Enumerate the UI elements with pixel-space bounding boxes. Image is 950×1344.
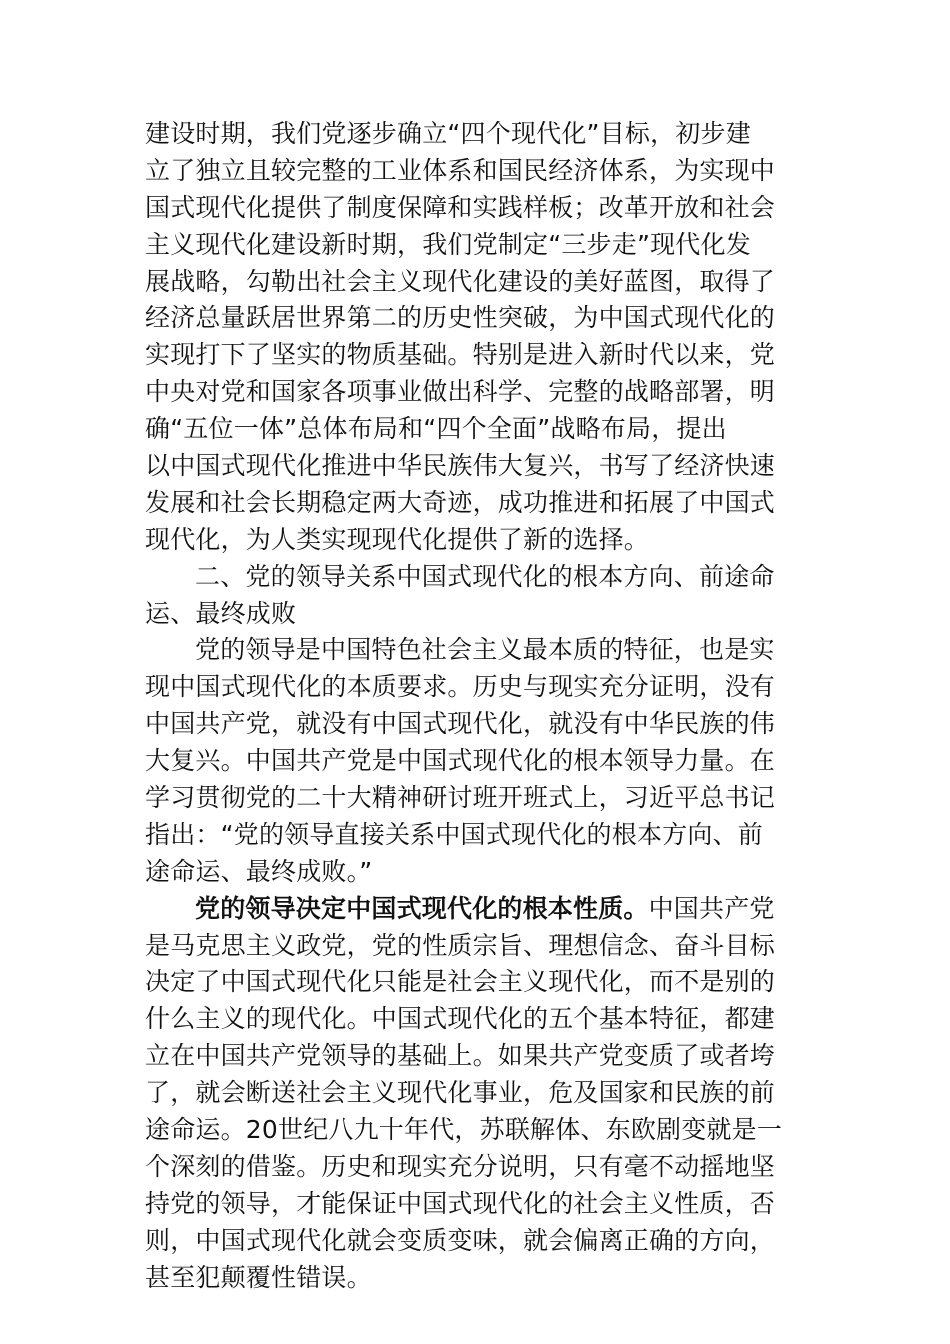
- text-line: 指出：“党的领导直接关系中国式现代化的根本方向、前: [145, 819, 763, 849]
- text-line: 持党的领导，才能保证中国式现代化的社会主义性质，否: [145, 1188, 776, 1218]
- text-line: 主义现代化建设新时期，我们党制定“三步走”现代化发: [145, 229, 751, 259]
- bold-lead-sentence: 党的领导决定中国式现代化的根本性质。: [195, 893, 649, 923]
- section-heading: [145, 559, 807, 633]
- text-line: 途命运、最终成败。”: [145, 856, 373, 886]
- text-line: 现中国式现代化的本质要求。历史与现实充分证明，没有: [145, 672, 776, 702]
- text-line: 学习贯彻党的二十大精神研讨班开班式上，习近平总书记: [145, 783, 776, 813]
- text-line: 立在中国共产党领导的基础上。如果共产党变质了或者垮: [145, 1041, 776, 1071]
- text-line: 国式现代化提供了制度保障和实践样板；改革开放和社会: [145, 192, 776, 222]
- text-line: 立了独立且较完整的工业体系和国民经济体系，为实现中: [145, 155, 776, 185]
- text-line: 以中国式现代化推进中华民族伟大复兴，书写了经济快速: [145, 451, 776, 481]
- text-line: 中央对党和国家各项事业做出科学、完整的战略部署，明: [145, 377, 776, 407]
- document-body: [145, 116, 807, 1297]
- text-line: 途命运。20世纪八九十年代，苏联解体、东欧剧变就是一: [145, 1115, 783, 1145]
- text-line: 决定了中国式现代化只能是社会主义现代化，而不是别的: [145, 967, 776, 997]
- heading-line: 二、党的领导关系中国式现代化的根本方向、前途命: [195, 561, 775, 591]
- text-line: 个深刻的借鉴。历史和现实充分说明，只有毫不动摇地坚: [145, 1151, 776, 1181]
- text-line: 什么主义的现代化。中国式现代化的五个基本特征，都建: [145, 1004, 776, 1034]
- paragraph: [145, 632, 807, 890]
- paragraph: [145, 891, 807, 1297]
- heading-line: 运、最终成败: [145, 598, 297, 628]
- paragraph-continuation: [145, 116, 807, 559]
- text-line: 建设时期，我们党逐步确立“四个现代化”目标，初步建: [145, 119, 751, 148]
- text-line: 党的领导是中国特色社会主义最本质的特征，也是实: [195, 635, 775, 665]
- text-line: 经济总量跃居世界第二的历史性突破，为中国式现代化的: [145, 303, 776, 333]
- text-line: 确“五位一体”总体布局和“四个全面”战略布局，提出: [145, 414, 727, 444]
- text-line: 发展和社会长期稳定两大奇迹，成功推进和拓展了中国式: [145, 487, 776, 517]
- text-line: 大复兴。中国共产党是中国式现代化的根本领导力量。在: [145, 746, 776, 776]
- text-line: 了，就会断送社会主义现代化事业，危及国家和民族的前: [145, 1078, 776, 1108]
- text-line: 展战略，勾勒出社会主义现代化建设的美好蓝图，取得了: [145, 266, 776, 296]
- text-line: 中国共产党，就没有中国式现代化，就没有中华民族的伟: [145, 709, 776, 739]
- text-line: [145, 891, 807, 928]
- text-line: 是马克思主义政党，党的性质宗旨、理想信念、奋斗目标: [145, 930, 776, 960]
- text-line: 现代化，为人类实现现代化提供了新的选择。: [145, 524, 650, 554]
- text-line: 实现打下了坚实的物质基础。特别是进入新时代以来，党: [145, 340, 776, 370]
- text-run: 中国共产党: [648, 893, 775, 923]
- text-line: 甚至犯颠覆性错误。: [145, 1262, 372, 1292]
- text-line: 则，中国式现代化就会变质变味，就会偏离正确的方向，: [145, 1225, 776, 1255]
